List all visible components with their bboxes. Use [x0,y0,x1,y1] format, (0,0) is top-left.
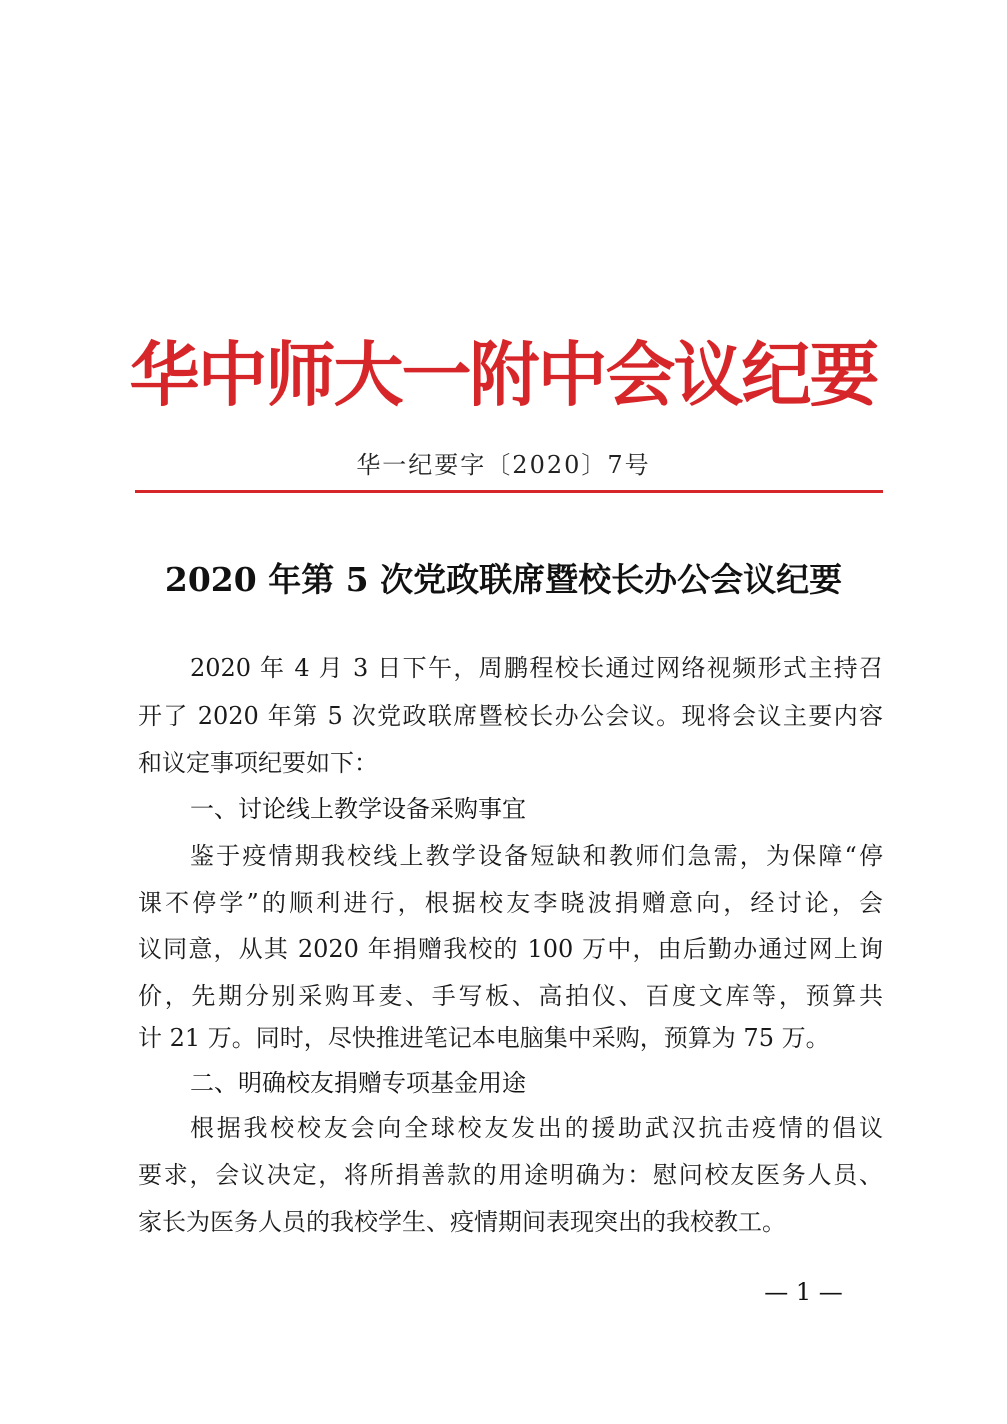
section-line: 课不停学”的顺利进行，根据校友李晓波捐赠意向，经讨论，会 [138,889,883,917]
page-number: — 1 — [764,1278,843,1306]
document-title: 2020 年第 5 次党政联席暨校长办公会议纪要 [164,560,843,599]
document-number: 华一纪要字〔2020〕7号 [356,451,651,479]
section-line: 鉴于疫情期我校线上教学设备短缺和教师们急需，为保障“停 [190,842,883,870]
section-line: 家长为医务人员的我校学生、疫情期间表现突出的我校教工。 [138,1208,786,1236]
red-divider-line [135,490,883,493]
section-line: 根据我校校友会向全球校友发出的援助武汉抗击疫情的倡议 [190,1114,883,1142]
section-heading: 二、明确校友捐赠专项基金用途 [190,1069,526,1097]
section-heading: 一、讨论线上教学设备采购事宜 [190,795,526,823]
section-line: 价，先期分别采购耳麦、手写板、高拍仪、百度文库等，预算共 [138,982,883,1010]
section-line: 计 21 万。同时，尽快推进笔记本电脑集中采购，预算为 75 万。 [138,1024,830,1052]
intro-line: 和议定事项纪要如下： [138,749,378,777]
masthead-title: 华中师大一附中会议纪要 [129,334,878,416]
intro-line: 2020 年 4 月 3 日下午，周鹏程校长通过网络视频形式主持召 [190,654,883,682]
section-line: 议同意，从其 2020 年捐赠我校的 100 万中，由后勤办通过网上询 [138,935,883,963]
intro-line: 开了 2020 年第 5 次党政联席暨校长办公会议。现将会议主要内容 [138,702,883,730]
section-line: 要求，会议决定，将所捐善款的用途明确为：慰问校友医务人员、 [138,1161,883,1189]
